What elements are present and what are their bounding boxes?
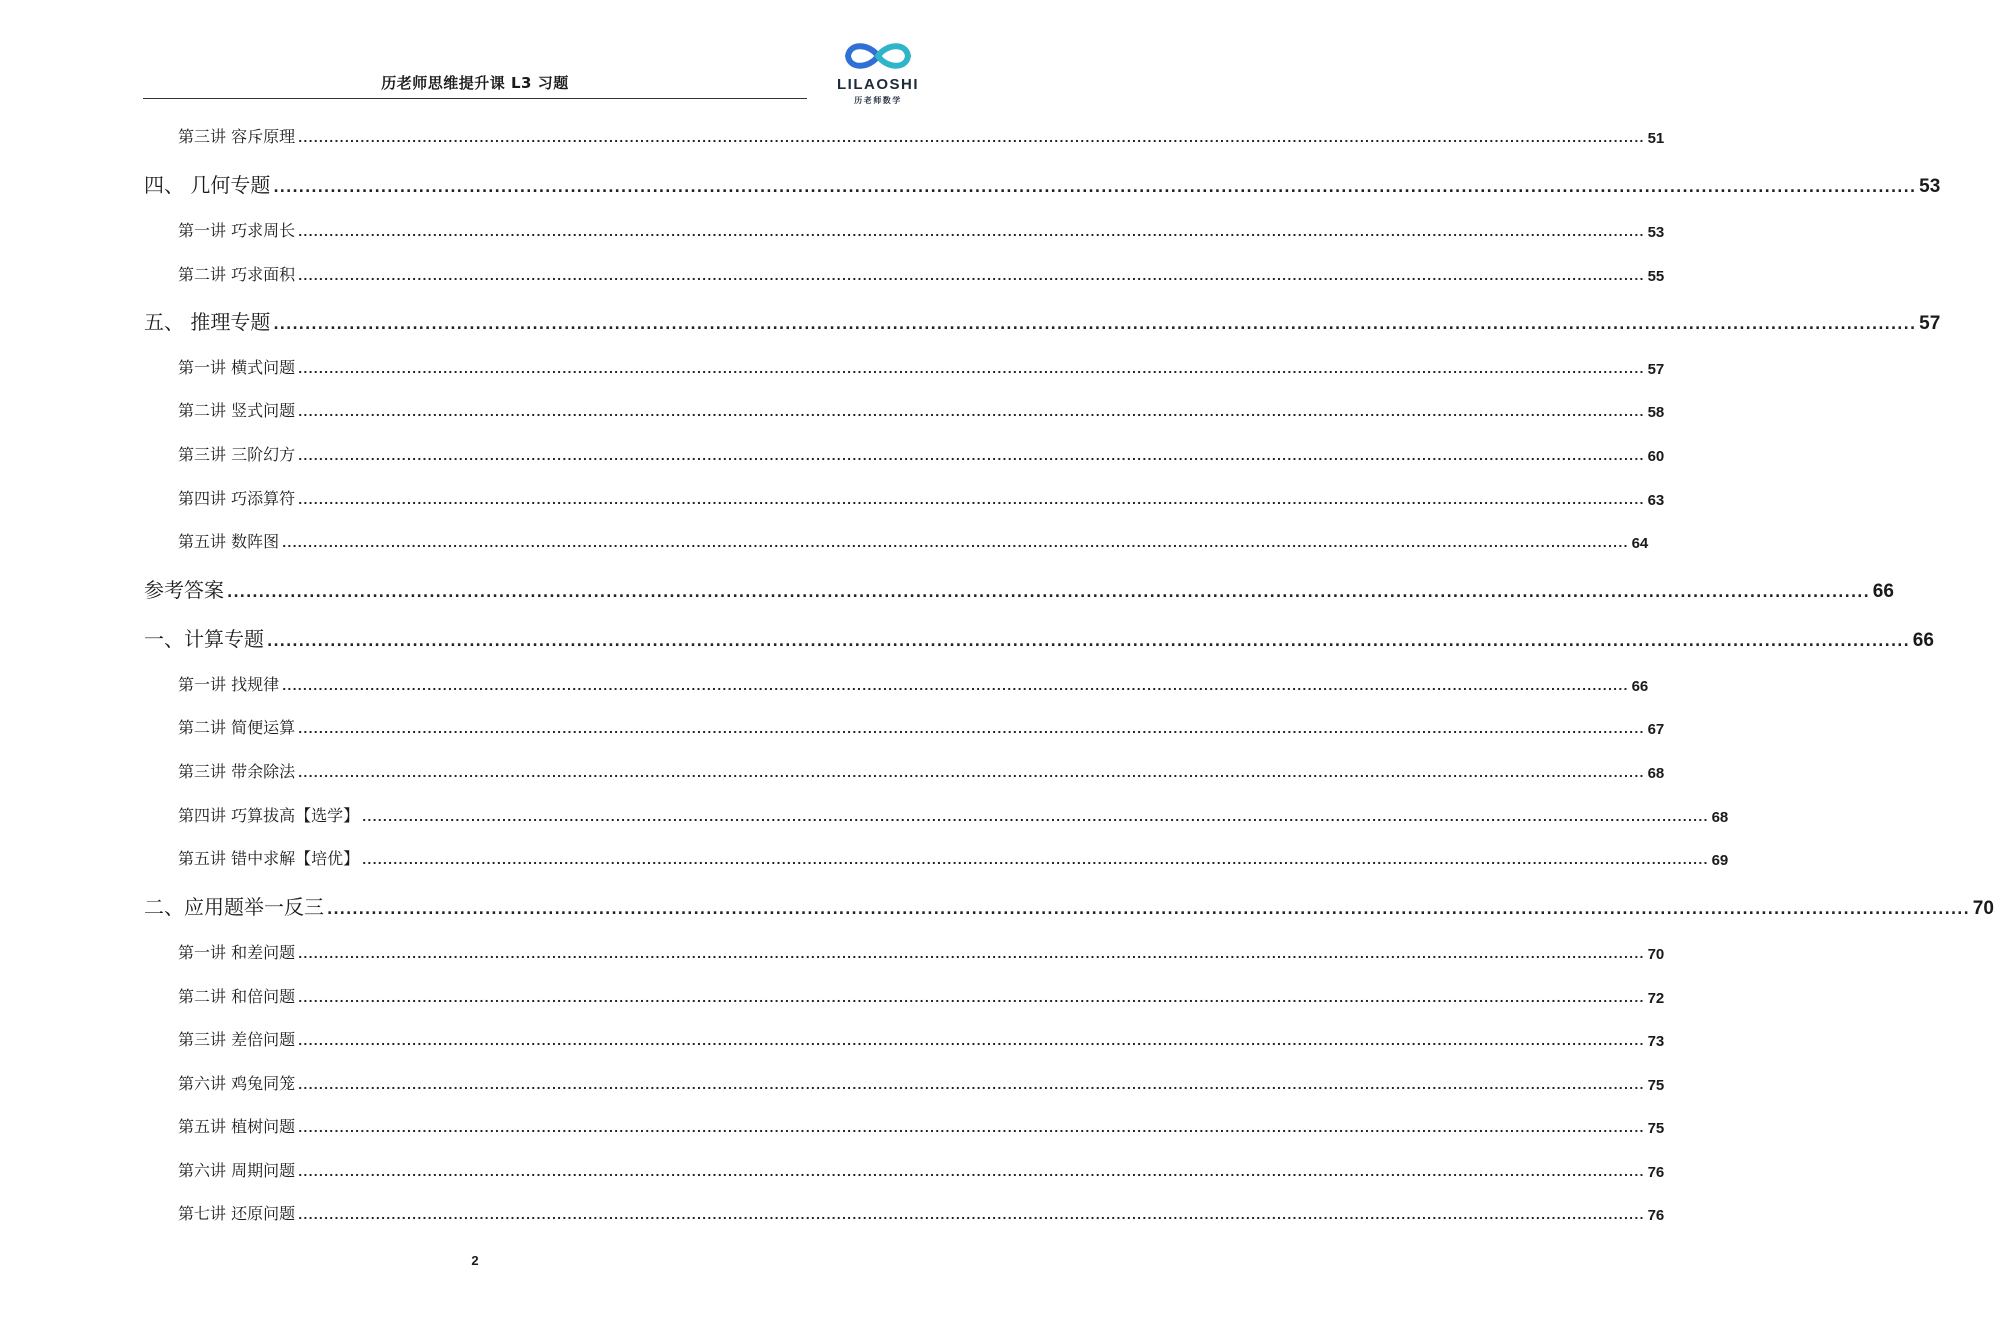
toc-entry[interactable] [178,1027,1665,1050]
toc-entry[interactable] [178,1071,1665,1094]
toc-leader-dots: .................................................................................................................................................................................................................................................................... [362,854,1709,867]
toc-entry-label: 一、计算专题 [144,627,264,651]
toc-entry-label: 第三讲 差倍问题 [178,1030,296,1049]
toc-entry[interactable] [178,1158,1665,1181]
toc-leader-dots: .................................................................................................................................................................................................................................................................... [298,767,1645,780]
toc-entry[interactable] [144,169,1941,198]
logo-subtitle: 历老师数学 [854,96,902,105]
toc-entry-label: 第六讲 鸡兔同笼 [178,1074,296,1093]
toc-entry-label: 第二讲 和倍问题 [178,987,296,1006]
toc-entry-label: 二、应用题举一反三 [144,895,324,919]
toc-entry-label: 五、 推理专题 [144,310,271,334]
toc-entry-page: 53 [1647,224,1665,241]
toc-entry-page: 51 [1647,130,1665,147]
toc-entry[interactable] [178,940,1665,963]
toc-leader-dots: .................................................................................................................................................................................................................................................................... [282,680,1629,693]
toc-entry-label: 第二讲 简便运算 [178,718,296,737]
toc-leader-dots: .................................................................................................................................................................................................................................................................... [298,992,1645,1005]
toc-leader-dots: .................................................................................................................................................................................................................................................................... [298,723,1645,736]
toc-leader-dots: .................................................................................................................................................................................................................................................................... [273,317,1917,333]
toc-entry[interactable] [144,574,1894,603]
toc-entry[interactable] [178,715,1665,738]
toc-leader-dots: .................................................................................................................................................................................................................................................................... [267,634,1910,650]
toc-leader-dots: .................................................................................................................................................................................................................................................................... [362,811,1709,824]
toc-entry-page: 67 [1647,721,1665,738]
toc-leader-dots: .................................................................................................................................................................................................................................................................... [298,1035,1645,1048]
toc-leader-dots: .................................................................................................................................................................................................................................................................... [298,494,1645,507]
toc-entry-label: 第七讲 还原问题 [178,1204,296,1223]
toc-entry-page: 60 [1647,448,1665,465]
toc-entry-page: 53 [1919,176,1941,197]
toc-entry[interactable] [178,442,1665,465]
toc-entry-label: 第一讲 横式问题 [178,358,296,377]
toc-entry-page: 68 [1711,809,1729,826]
toc-entry-label: 第五讲 植树问题 [178,1117,296,1136]
toc-entry-label: 第三讲 三阶幻方 [178,445,296,464]
toc-entry-label: 第一讲 和差问题 [178,943,296,962]
toc-entry[interactable] [178,398,1665,421]
toc-entry-label: 第三讲 带余除法 [178,762,296,781]
toc-entry-label: 第四讲 巧算拔高【选学】 [178,806,360,825]
toc-entry-page: 70 [1972,898,1994,919]
page-number: 2 [471,1253,479,1268]
toc-entry[interactable] [144,306,1941,335]
toc-leader-dots: .................................................................................................................................................................................................................................................................... [298,948,1645,961]
toc-entry-label: 第四讲 巧添算符 [178,489,296,508]
toc-entry[interactable] [178,218,1665,241]
toc-entry[interactable] [178,672,1649,695]
toc-entry[interactable] [178,1201,1665,1224]
toc-entry[interactable] [144,623,1934,652]
toc-entry[interactable] [178,759,1665,782]
toc-leader-dots: .................................................................................................................................................................................................................................................................... [298,450,1645,463]
toc-entry-label: 参考答案 [144,578,224,602]
toc-entry-page: 76 [1647,1207,1665,1224]
toc-entry-page: 75 [1647,1077,1665,1094]
toc-entry[interactable] [178,486,1665,509]
toc-entry-page: 68 [1647,765,1665,782]
toc-entry-label: 第五讲 错中求解【培优】 [178,849,360,868]
toc-entry-page: 57 [1647,361,1665,378]
header-title: 历老师思维提升课 L3 习题 [381,74,569,92]
toc-entry[interactable] [178,262,1665,285]
toc-leader-dots: .................................................................................................................................................................................................................................................................... [298,1209,1645,1222]
toc-entry-page: 58 [1647,404,1665,421]
toc-entry-page: 64 [1631,535,1649,552]
toc-entry-page: 72 [1647,990,1665,1007]
toc-leader-dots: .................................................................................................................................................................................................................................................................... [298,270,1645,283]
toc-entry-label: 四、 几何专题 [144,173,271,197]
toc-leader-dots: .................................................................................................................................................................................................................................................................... [298,406,1645,419]
toc-entry-page: 66 [1631,678,1649,695]
toc-entry[interactable] [178,803,1729,826]
toc-entry[interactable] [178,124,1665,147]
logo-text: LILAOSHI [837,76,919,93]
toc-leader-dots: .................................................................................................................................................................................................................................................................... [298,1122,1645,1135]
toc-leader-dots: .................................................................................................................................................................................................................................................................... [273,180,1917,196]
toc-entry-page: 70 [1647,946,1665,963]
toc-entry[interactable] [178,355,1665,378]
toc-entry-page: 66 [1872,581,1894,602]
toc-entry-label: 第三讲 容斥原理 [178,127,296,146]
toc-leader-dots: .................................................................................................................................................................................................................................................................... [298,226,1645,239]
toc-entry-page: 63 [1647,492,1665,509]
toc-leader-dots: .................................................................................................................................................................................................................................................................... [327,902,1970,918]
toc-entry-label: 第一讲 巧求周长 [178,221,296,240]
toc-entry-page: 76 [1647,1164,1665,1181]
toc-entry-label: 第一讲 找规律 [178,675,280,694]
toc-entry[interactable] [144,891,1994,920]
toc-leader-dots: .................................................................................................................................................................................................................................................................... [298,1079,1645,1092]
toc-entry[interactable] [178,846,1729,869]
toc-entry-label: 第五讲 数阵图 [178,532,280,551]
toc-entry-page: 75 [1647,1120,1665,1137]
toc-entry-page: 66 [1912,630,1934,651]
toc-entry[interactable] [178,1114,1665,1137]
toc-entry-page: 57 [1919,313,1941,334]
toc-leader-dots: .................................................................................................................................................................................................................................................................... [282,537,1629,550]
toc-entry-label: 第二讲 竖式问题 [178,401,296,420]
toc-entry-page: 73 [1647,1033,1665,1050]
toc-leader-dots: .................................................................................................................................................................................................................................................................... [298,132,1645,145]
toc-leader-dots: .................................................................................................................................................................................................................................................................... [298,363,1645,376]
toc-entry-page: 55 [1647,268,1665,285]
toc-entry-label: 第二讲 巧求面积 [178,265,296,284]
toc-leader-dots: .................................................................................................................................................................................................................................................................... [227,585,1870,601]
toc-leader-dots: .................................................................................................................................................................................................................................................................... [298,1166,1645,1179]
toc-entry-page: 69 [1711,852,1729,869]
toc-entry[interactable] [178,984,1665,1007]
toc-entry-label: 第六讲 周期问题 [178,1161,296,1180]
toc-entry[interactable] [178,529,1649,552]
